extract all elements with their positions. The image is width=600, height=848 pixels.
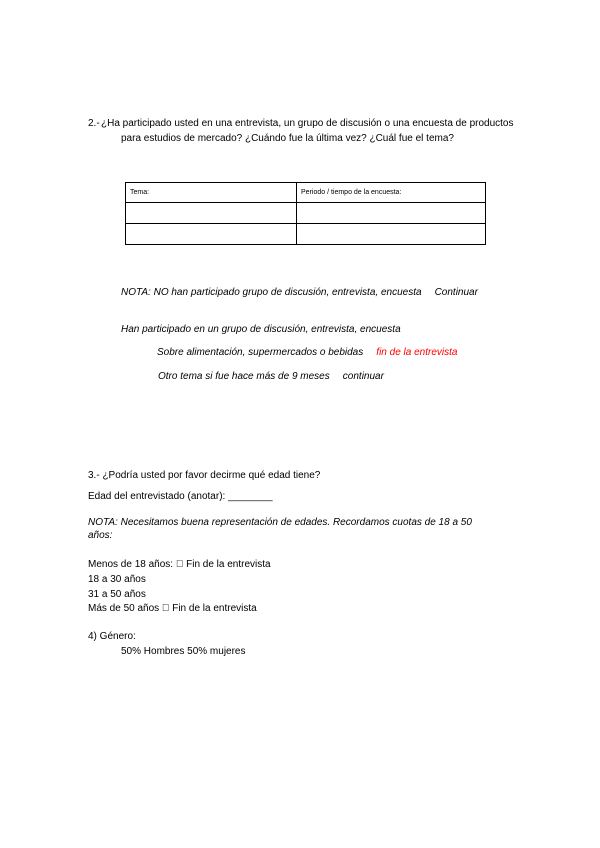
- table-header-row: [126, 183, 486, 203]
- table-row: [126, 224, 486, 245]
- col-periodo-header: Periodo / tiempo de la encuesta:: [297, 183, 486, 203]
- q3-option-mas-50: Más de 50 años Fin de la entrevista: [88, 603, 247, 614]
- table-cell[interactable]: [297, 224, 486, 245]
- q2-number: 2.-: [88, 118, 100, 129]
- col-tema-header: Tema:: [126, 183, 297, 203]
- q2-han-participado: Han participado en un grupo de discusión, entrevista, encuesta: [121, 324, 401, 335]
- table-cell[interactable]: [297, 203, 486, 224]
- q3-nota-line1: NOTA: Necesitamos buena representación de edades. Recordamos cuotas de 18 a 50: [88, 517, 472, 528]
- q3-nota-line2: años:: [88, 530, 113, 541]
- q2-response-table: [125, 182, 486, 245]
- q4-title: 4) Género:: [88, 631, 136, 642]
- q2-nota: NOTA: NO han participado grupo de discusión, entrevista, encuesta Continuar: [121, 287, 468, 298]
- q2-option-fin-entrevista: fin de la entrevista: [366, 347, 448, 358]
- q3-option-31-50: 31 a 50 años: [88, 589, 146, 600]
- table-row: [126, 203, 486, 224]
- table-cell[interactable]: [126, 203, 297, 224]
- q2-option-alimentacion: [157, 347, 457, 358]
- q3-option-18-30: 18 a 30 años: [88, 574, 146, 585]
- q3-option-menos-18: Menos de 18 años: Fin de la entrevista: [88, 559, 261, 570]
- q2-text-line1: ¿Ha participado usted en una entrevista, un grupo de discusión o una encuesta de productos: [101, 118, 514, 129]
- table-cell[interactable]: [126, 224, 297, 245]
- q2-option-otro-tema: Otro tema si fue hace más de 9 meses continuar: [158, 371, 374, 382]
- q4-quota: 50% Hombres 50% mujeres: [121, 646, 246, 657]
- q3-title: 3.- ¿Podría usted por favor decirme qué edad tiene?: [88, 470, 321, 481]
- q3-edad-field: Edad del entrevistado (anotar): ________: [88, 491, 273, 502]
- q2-text-line2: para estudios de mercado? ¿Cuándo fue la última vez? ¿Cuál fue el tema?: [121, 133, 454, 144]
- q2-option-alimentacion-text: Sobre alimentación, supermercados o bebidas: [157, 347, 364, 358]
